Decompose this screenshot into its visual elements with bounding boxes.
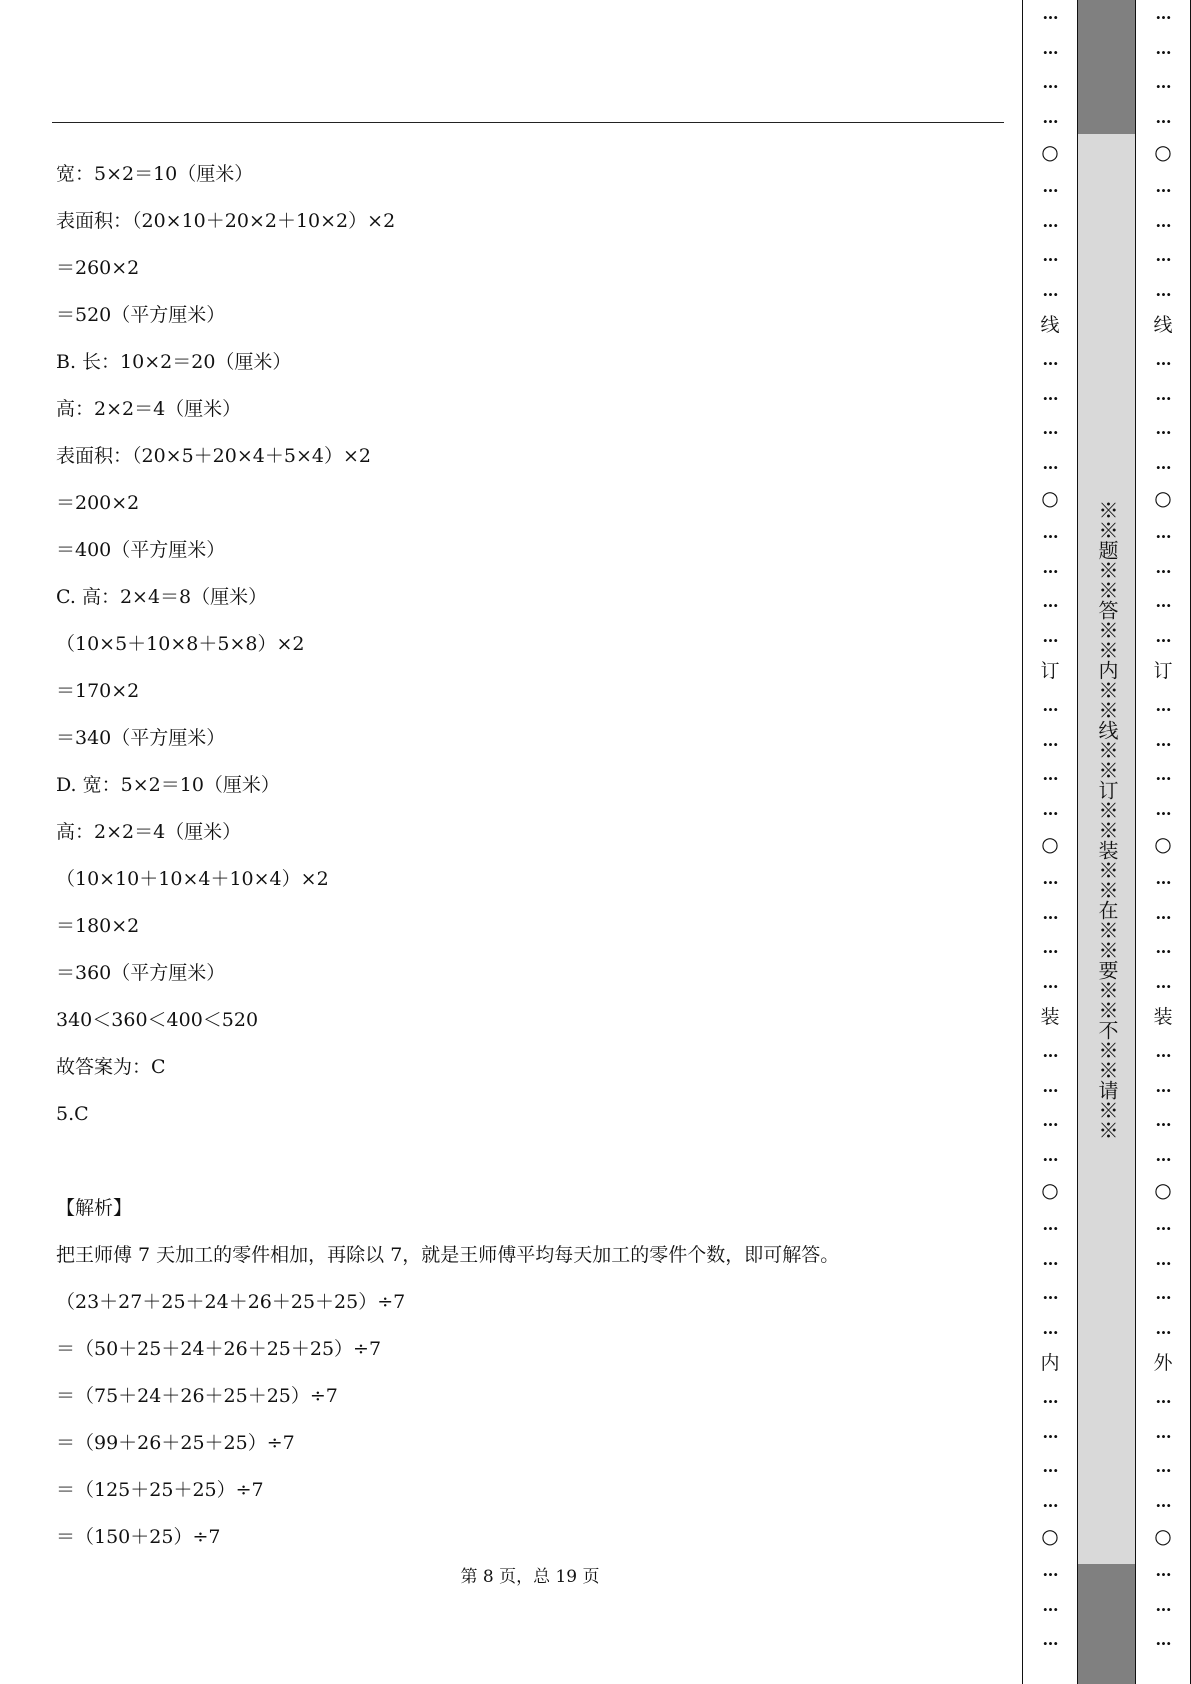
inner-dots: …	[1042, 972, 1058, 992]
text-line: C. 高：2×4＝8（厘米）	[56, 586, 268, 608]
text-line: 5.C	[56, 1103, 89, 1125]
outer-dots: …	[1155, 4, 1171, 23]
band-dark-bottom	[1078, 1564, 1135, 1684]
inner-label: 订	[1040, 660, 1060, 683]
inner-dots: …	[1042, 1491, 1058, 1511]
outer-label: 线	[1153, 314, 1173, 337]
outer-dots: …	[1155, 1388, 1171, 1407]
outer-dots: …	[1155, 1422, 1171, 1442]
inner-dots: …	[1042, 1042, 1058, 1061]
inner-dots: …	[1042, 1388, 1058, 1407]
inner-dots: …	[1042, 1284, 1058, 1304]
outer-label: 外	[1153, 1352, 1173, 1375]
outer-dots: …	[1155, 972, 1171, 992]
outer-dots: …	[1155, 419, 1171, 439]
text-line: （23＋27＋25＋24＋26＋25＋25）÷7	[56, 1291, 406, 1313]
outer-dots: …	[1155, 384, 1171, 404]
text-line: ＝340（平方厘米）	[56, 727, 226, 749]
inner-dots: …	[1042, 1076, 1058, 1096]
binding-notice-band	[1078, 0, 1135, 1684]
header-rule	[52, 122, 1004, 123]
inner-dots: …	[1042, 38, 1058, 58]
text-line: ＝200×2	[56, 492, 140, 514]
outer-dots: …	[1155, 246, 1171, 266]
outer-dots: …	[1155, 799, 1171, 819]
outer-circle-mark: ○	[1154, 1178, 1172, 1203]
outer-dots: …	[1155, 869, 1171, 888]
inner-dots: …	[1042, 1561, 1058, 1580]
binding-notice-text: ※※题※※答※※内※※线※※订※※装※※在※※要※※不※※请※※	[1095, 500, 1119, 1140]
inner-dots: …	[1042, 1215, 1058, 1234]
inner-dots: …	[1042, 1630, 1058, 1650]
inner-dots: …	[1042, 730, 1058, 750]
outer-dots: …	[1155, 1318, 1171, 1338]
text-line: （10×5＋10×8＋5×8）×2	[56, 633, 305, 655]
text-line: 把王师傅 7 天加工的零件相加，再除以 7，就是王师傅平均每天加工的零件个数，即可解答。	[56, 1244, 840, 1266]
text-line: 340＜360＜400＜520	[56, 1009, 259, 1031]
inner-dots: …	[1042, 107, 1058, 127]
inner-dots: …	[1042, 419, 1058, 439]
inner-dots: …	[1042, 1111, 1058, 1131]
outer-dots: …	[1155, 1215, 1171, 1234]
inner-dots: …	[1042, 626, 1058, 646]
outer-dots: …	[1155, 523, 1171, 542]
outer-dots: …	[1155, 938, 1171, 958]
outer-dots: …	[1155, 1491, 1171, 1511]
text-line: ＝（99＋26＋25＋25）÷7	[56, 1432, 295, 1454]
inner-dots: …	[1042, 1457, 1058, 1477]
inner-dots: …	[1042, 1249, 1058, 1269]
outer-dots: …	[1155, 903, 1171, 923]
outer-label: 装	[1153, 1006, 1173, 1029]
text-line: ＝180×2	[56, 915, 140, 937]
text-line: ＝（150＋25）÷7	[56, 1526, 221, 1548]
outer-dots: …	[1155, 1561, 1171, 1580]
inner-dots: …	[1042, 211, 1058, 231]
inner-dots: …	[1042, 557, 1058, 577]
outer-dots: …	[1155, 626, 1171, 646]
text-line: ＝170×2	[56, 680, 140, 702]
inner-dots: …	[1042, 453, 1058, 473]
inner-dots: …	[1042, 903, 1058, 923]
inner-label: 内	[1040, 1352, 1060, 1375]
inner-dots: …	[1042, 1595, 1058, 1615]
section-heading: 【解析】	[56, 1197, 133, 1219]
inner-dots: …	[1042, 523, 1058, 542]
inner-label: 装	[1040, 1006, 1060, 1029]
document-body	[56, 154, 996, 1564]
inner-dots: …	[1042, 1318, 1058, 1338]
outer-circle-mark: ○	[1154, 486, 1172, 511]
inner-dots: …	[1042, 350, 1058, 369]
band-dark-top	[1078, 0, 1135, 134]
text-line: ＝520（平方厘米）	[56, 304, 226, 326]
outer-circle-mark: ○	[1154, 832, 1172, 857]
outer-dots: …	[1155, 350, 1171, 369]
outer-dots: …	[1155, 1284, 1171, 1304]
outer-dots: …	[1155, 107, 1171, 127]
text-line: 表面积：（20×10＋20×2＋10×2）×2	[56, 210, 396, 232]
outer-dots: …	[1155, 1457, 1171, 1477]
outer-dots: …	[1155, 1042, 1171, 1061]
outer-dots: …	[1155, 453, 1171, 473]
page-footer: 第 8 页，总 19 页	[460, 1567, 600, 1587]
outer-dots: …	[1155, 1595, 1171, 1615]
text-line: D. 宽：5×2＝10（厘米）	[56, 774, 280, 796]
outer-dots: …	[1155, 592, 1171, 612]
outer-dots: …	[1155, 73, 1171, 93]
text-line: （10×10＋10×4＋10×4）×2	[56, 868, 329, 890]
text-line: 高：2×2＝4（厘米）	[56, 398, 242, 420]
outer-dots: …	[1155, 1111, 1171, 1131]
inner-circle-mark: ○	[1041, 486, 1059, 511]
text-line: 故答案为：C	[56, 1056, 166, 1078]
inner-dots: …	[1042, 592, 1058, 612]
inner-label: 线	[1040, 314, 1060, 337]
outer-label: 订	[1153, 660, 1173, 683]
outer-circle-mark: ○	[1154, 140, 1172, 165]
text-line: 高：2×2＝4（厘米）	[56, 821, 242, 843]
inner-dots: …	[1042, 696, 1058, 715]
text-line: ＝360（平方厘米）	[56, 962, 226, 984]
inner-circle-mark: ○	[1041, 1524, 1059, 1549]
text-line: ＝（125＋25＋25）÷7	[56, 1479, 264, 1501]
inner-dots: …	[1042, 73, 1058, 93]
text-line: ＝（50＋25＋24＋26＋25＋25）÷7	[56, 1338, 382, 1360]
inner-circle-mark: ○	[1041, 140, 1059, 165]
outer-dots: …	[1155, 1249, 1171, 1269]
outer-dots: …	[1155, 1145, 1171, 1165]
inner-dots: …	[1042, 869, 1058, 888]
outer-dots: …	[1155, 1076, 1171, 1096]
text-line: ＝（75＋24＋26＋25＋25）÷7	[56, 1385, 338, 1407]
inner-dots: …	[1042, 765, 1058, 785]
text-line: 宽：5×2＝10（厘米）	[56, 163, 254, 185]
inner-dots: …	[1042, 4, 1058, 23]
outer-dots: …	[1155, 280, 1171, 300]
outer-dots: …	[1155, 1630, 1171, 1650]
inner-dots: …	[1042, 1145, 1058, 1165]
inner-dots: …	[1042, 799, 1058, 819]
inner-circle-mark: ○	[1041, 1178, 1059, 1203]
binding-strip-inner	[1022, 0, 1078, 1684]
outer-dots: …	[1155, 696, 1171, 715]
outer-dots: …	[1155, 177, 1171, 196]
spacer	[56, 1141, 996, 1188]
text-line: B. 长：10×2＝20（厘米）	[56, 351, 292, 373]
text-line: 表面积：（20×5＋20×4＋5×4）×2	[56, 445, 371, 467]
inner-dots: …	[1042, 938, 1058, 958]
outer-dots: …	[1155, 765, 1171, 785]
inner-dots: …	[1042, 246, 1058, 266]
text-line: ＝260×2	[56, 257, 140, 279]
outer-circle-mark: ○	[1154, 1524, 1172, 1549]
inner-circle-mark: ○	[1041, 832, 1059, 857]
inner-dots: …	[1042, 177, 1058, 196]
inner-dots: …	[1042, 1422, 1058, 1442]
text-line: ＝400（平方厘米）	[56, 539, 226, 561]
outer-dots: …	[1155, 211, 1171, 231]
outer-dots: …	[1155, 557, 1171, 577]
outer-dots: …	[1155, 38, 1171, 58]
outer-dots: …	[1155, 730, 1171, 750]
inner-dots: …	[1042, 384, 1058, 404]
inner-dots: …	[1042, 280, 1058, 300]
binding-strip-outer	[1135, 0, 1191, 1684]
